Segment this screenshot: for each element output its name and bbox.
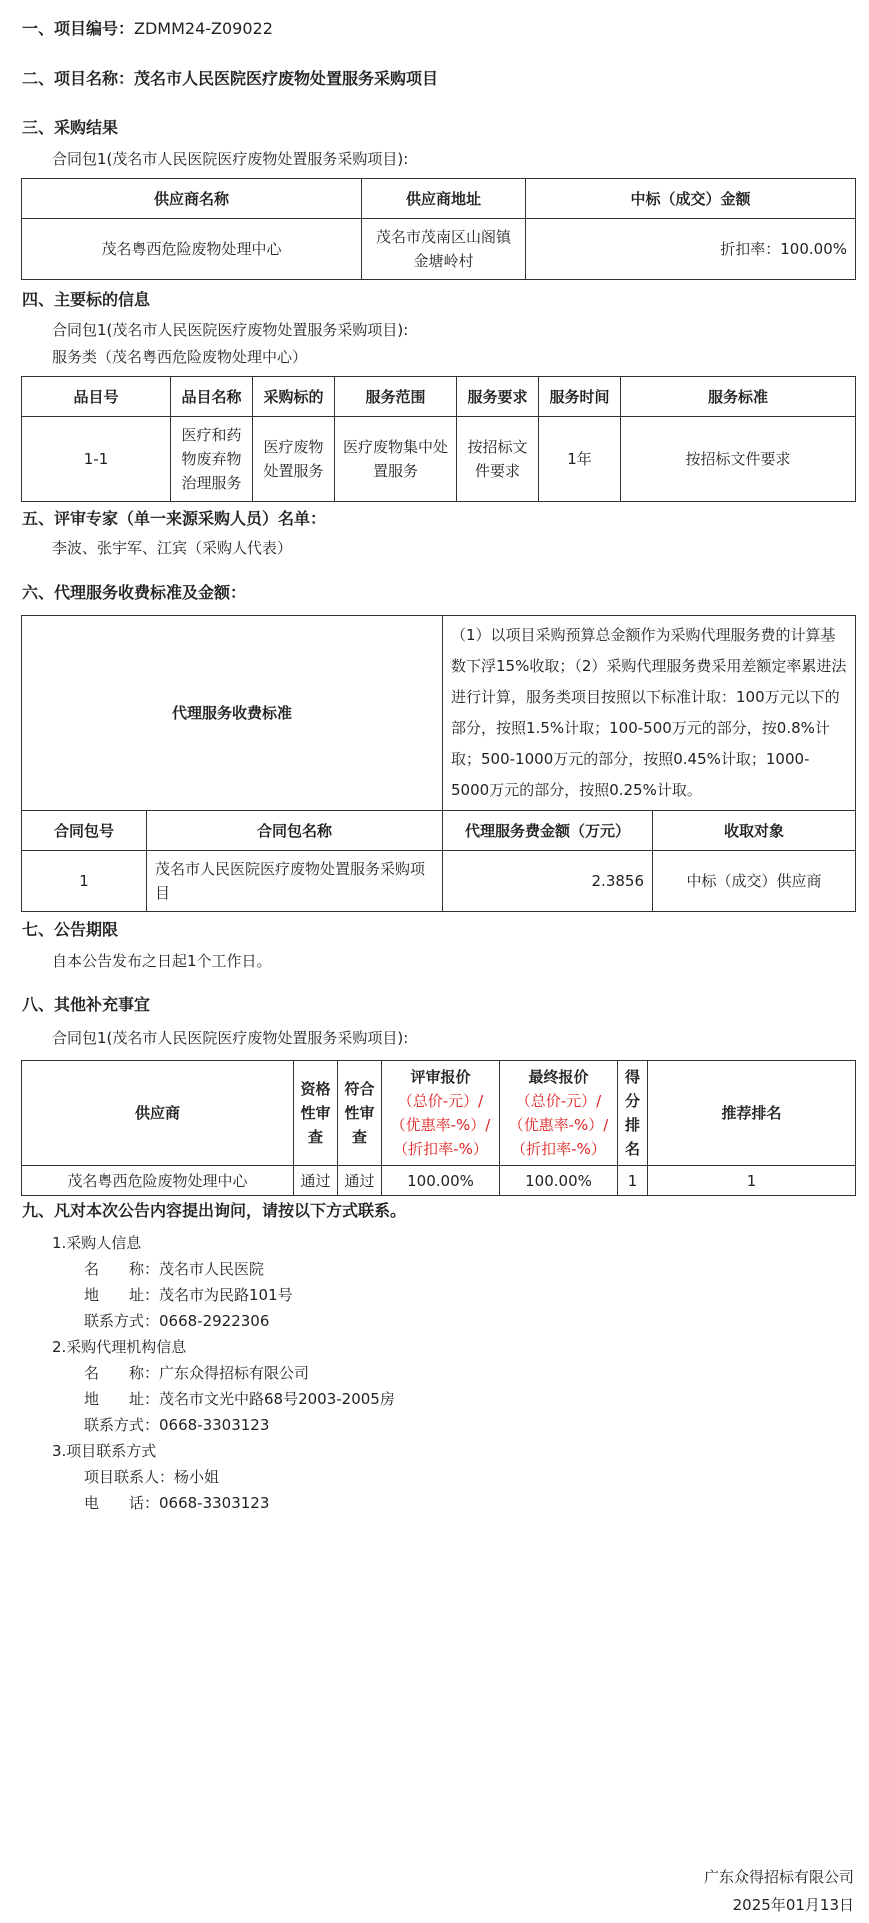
result-package: 合同包1(茂名市人民医院医疗废物处置服务采购项目): xyxy=(52,150,409,168)
th-item-name: 品目名称 xyxy=(171,377,253,417)
buyer-name: 名 称：茂名市人民医院 xyxy=(84,1260,265,1278)
table-header-row xyxy=(22,1061,856,1166)
section-result-title: 三、采购结果 xyxy=(22,118,119,137)
cell-scope: 医疗废物集中处置服务 xyxy=(335,417,457,502)
cell-fee-payer: 中标（成交）供应商 xyxy=(653,851,856,912)
table-row xyxy=(22,851,856,912)
experts-list: 李波、张宇军、江宾（采购人代表） xyxy=(52,539,293,557)
table-header-row xyxy=(22,179,856,219)
cell-score-rank: 1 xyxy=(618,1166,648,1196)
th-fee-payer: 收取对象 xyxy=(653,811,856,851)
project-number-label: 一、项目编号： xyxy=(22,19,135,38)
footer-org: 广东众得招标有限公司 xyxy=(703,1868,854,1886)
cell-supplier-name: 茂名粤西危险废物处理中心 xyxy=(22,219,362,280)
eval-price-unit: （总价-元）/（优惠率-%）/（折扣率-%） xyxy=(390,1092,491,1158)
cell-standard: 按招标文件要求 xyxy=(621,417,856,502)
th-fee-amount: 代理服务费金额（万元） xyxy=(443,811,653,851)
cell-supplier-address: 茂名市茂南区山阁镇金塘岭村 xyxy=(362,219,526,280)
th-subject: 采购标的 xyxy=(253,377,335,417)
agency-name: 名 称：广东众得招标有限公司 xyxy=(84,1364,310,1382)
cell-conformity: 通过 xyxy=(338,1166,382,1196)
th-supplier: 供应商 xyxy=(22,1061,294,1166)
fee-table xyxy=(21,615,856,912)
buyer-phone: 联系方式：0668-2922306 xyxy=(84,1312,270,1330)
section-experts-title: 五、评审专家（单一来源采购人员）名单： xyxy=(22,509,327,528)
table-header-row xyxy=(22,811,856,851)
contact-heading: 3.项目联系方式 xyxy=(52,1442,157,1460)
buyer-address: 地 址：茂名市为民路101号 xyxy=(84,1286,293,1304)
th-qualification: 资格性审查 xyxy=(294,1061,338,1166)
th-final-price xyxy=(500,1061,618,1166)
result-table xyxy=(21,178,856,280)
cell-fee-amount: 2.3856 xyxy=(443,851,653,912)
section-other-title: 八、其他补充事宜 xyxy=(22,995,151,1014)
cell-package-no: 1 xyxy=(22,851,147,912)
evaluation-table xyxy=(21,1060,856,1196)
cell-qualification: 通过 xyxy=(294,1166,338,1196)
cell-item-no: 1-1 xyxy=(22,417,171,502)
buyer-heading: 1.采购人信息 xyxy=(52,1234,142,1252)
section-project-name xyxy=(22,66,438,89)
fee-standard-text: （1）以项目采购预算总金额作为采购代理服务费的计算基数下浮15%收取；（2）采购代理服务费采用差额定率累进法进行计算，服务类项目按照以下标准计取：100万元以下的部分，按照1.5%计取；100-500万元的部分，按0.8%计取；500-1000万元的部分，按照0.45%计取；1000-5000万元的部分，按照0.25%计取。 xyxy=(443,616,856,811)
contact-person: 项目联系人：杨小姐 xyxy=(84,1468,220,1486)
cell-supplier: 茂名粤西危险废物处理中心 xyxy=(22,1166,294,1196)
table-header-row xyxy=(22,377,856,417)
th-score-rank: 得分排名 xyxy=(618,1061,648,1166)
table-row xyxy=(22,219,856,280)
subject-category: 服务类（茂名粤西危险废物处理中心） xyxy=(52,348,308,366)
cell-item-name: 医疗和药物废弃物治理服务 xyxy=(171,417,253,502)
section-project-number xyxy=(22,16,273,39)
eval-price-label: 评审报价 xyxy=(410,1068,471,1086)
th-package-name: 合同包名称 xyxy=(147,811,443,851)
table-row xyxy=(22,417,856,502)
section-contact-title: 九、凡对本次公告内容提出询问，请按以下方式联系。 xyxy=(22,1201,407,1220)
fee-standard-row xyxy=(22,616,856,811)
th-recommend-rank: 推荐排名 xyxy=(648,1061,856,1166)
final-price-label: 最终报价 xyxy=(528,1068,589,1086)
section-fee-title: 六、代理服务收费标准及金额： xyxy=(22,583,247,602)
th-supplier-name: 供应商名称 xyxy=(22,179,362,219)
cell-package-name: 茂名市人民医院医疗废物处置服务采购项目 xyxy=(147,851,443,912)
section-main-subject-title: 四、主要标的信息 xyxy=(22,290,151,309)
agency-address: 地 址：茂名市文光中路68号2003-2005房 xyxy=(84,1390,395,1408)
cell-subject: 医疗废物处置服务 xyxy=(253,417,335,502)
table-row xyxy=(22,1166,856,1196)
project-number-value: ZDMM24-Z09022 xyxy=(134,19,273,38)
agency-heading: 2.采购代理机构信息 xyxy=(52,1338,187,1356)
th-package-no: 合同包号 xyxy=(22,811,147,851)
project-name-value: 茂名市人民医院医疗废物处置服务采购项目 xyxy=(134,69,439,88)
cell-eval-price: 100.00% xyxy=(382,1166,500,1196)
cell-bid-amount: 折扣率：100.00% xyxy=(526,219,856,280)
section-period-title: 七、公告期限 xyxy=(22,920,119,939)
th-conformity: 符合性审查 xyxy=(338,1061,382,1166)
project-name-label: 二、项目名称： xyxy=(22,69,135,88)
agency-phone: 联系方式：0668-3303123 xyxy=(84,1416,270,1434)
cell-final-price: 100.00% xyxy=(500,1166,618,1196)
subject-table xyxy=(21,376,856,502)
period-text: 自本公告发布之日起1个工作日。 xyxy=(52,952,272,970)
contact-phone: 电 话：0668-3303123 xyxy=(84,1494,270,1512)
footer-date: 2025年01月13日 xyxy=(732,1896,854,1914)
final-price-unit: （总价-元）/（优惠率-%）/（折扣率-%） xyxy=(508,1092,609,1158)
th-scope: 服务范围 xyxy=(335,377,457,417)
th-duration: 服务时间 xyxy=(539,377,621,417)
subject-package: 合同包1(茂名市人民医院医疗废物处置服务采购项目): xyxy=(52,321,409,339)
cell-recommend-rank: 1 xyxy=(648,1166,856,1196)
fee-standard-label: 代理服务收费标准 xyxy=(22,616,443,811)
th-item-no: 品目号 xyxy=(22,377,171,417)
th-eval-price xyxy=(382,1061,500,1166)
other-package: 合同包1(茂名市人民医院医疗废物处置服务采购项目): xyxy=(52,1029,409,1047)
cell-requirement: 按招标文件要求 xyxy=(457,417,539,502)
th-bid-amount: 中标（成交）金额 xyxy=(526,179,856,219)
th-requirement: 服务要求 xyxy=(457,377,539,417)
th-standard: 服务标准 xyxy=(621,377,856,417)
th-supplier-address: 供应商地址 xyxy=(362,179,526,219)
cell-duration: 1年 xyxy=(539,417,621,502)
